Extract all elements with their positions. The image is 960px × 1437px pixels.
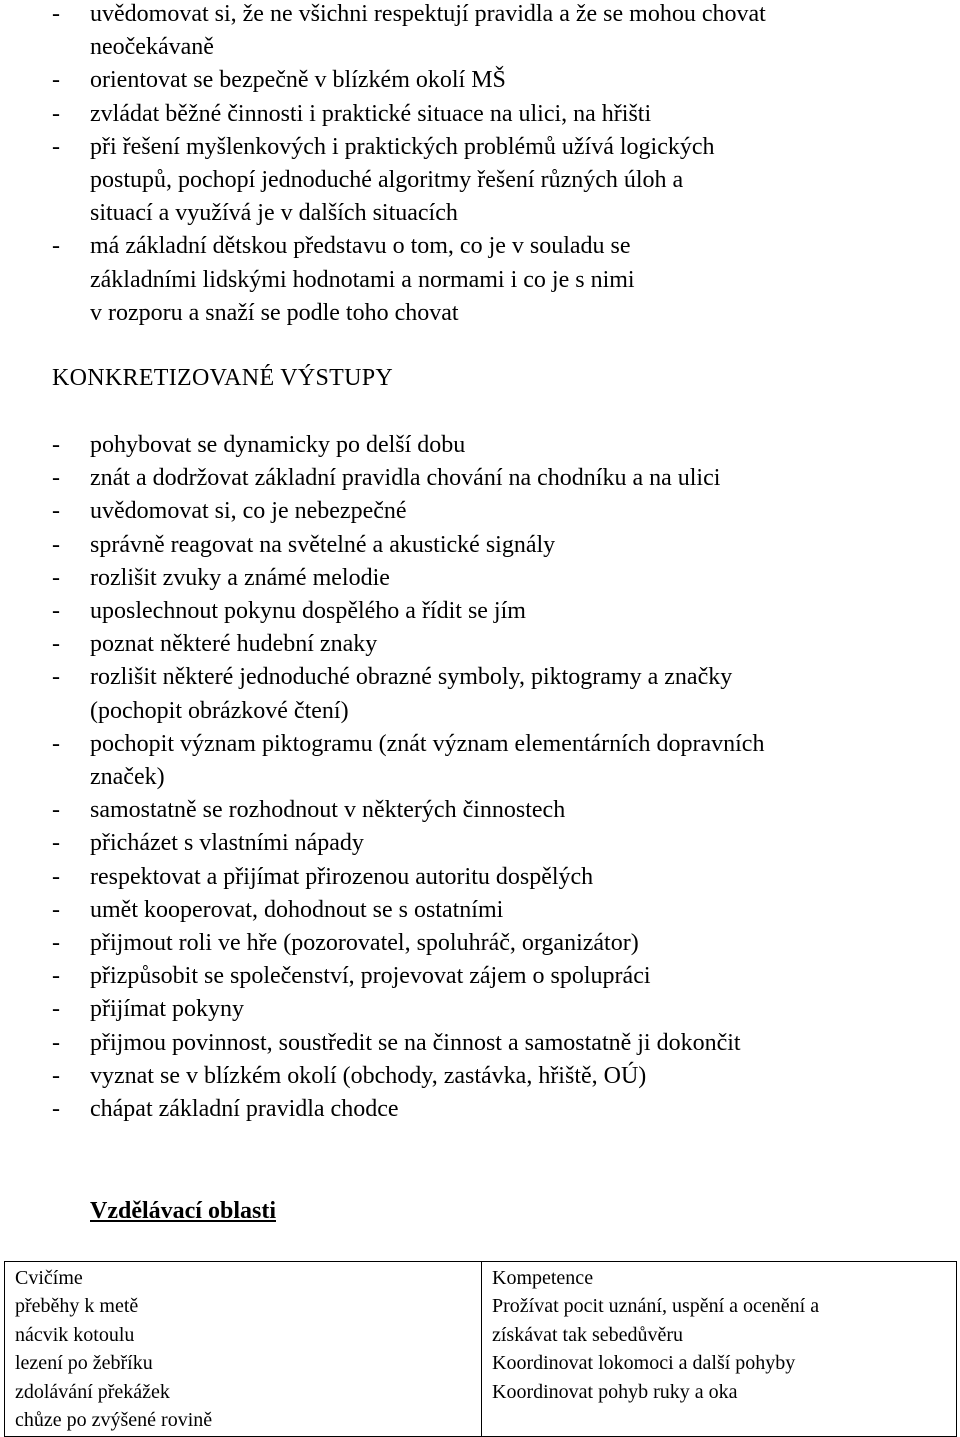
list-item <box>0 64 870 97</box>
list-item <box>0 562 940 595</box>
list-item-line: při řešení myšlenkových i praktických problémů užívá logických <box>90 133 715 160</box>
list-marker: - <box>52 797 60 824</box>
list-marker: - <box>52 531 60 558</box>
list-marker: - <box>52 564 60 591</box>
list-item <box>0 794 940 827</box>
outputs-bullet-list <box>0 429 940 1126</box>
list-item-line: značek) <box>90 764 165 791</box>
list-item <box>0 728 940 794</box>
list-marker: - <box>52 1062 60 1089</box>
list-marker: - <box>52 67 60 94</box>
list-item-line: respektovat a přijímat přirozenou autoritu dospělých <box>90 863 594 890</box>
list-marker: - <box>52 664 60 691</box>
list-item-line: (pochopit obrázkové čtení) <box>90 697 349 724</box>
list-item-line: rozlišit zvuky a známé melodie <box>90 564 390 591</box>
list-item <box>0 861 940 894</box>
list-item <box>0 628 940 661</box>
list-item-line: v rozporu a snaží se podle toho chovat <box>90 299 459 326</box>
list-marker: - <box>52 1 60 27</box>
table-cell-line: Kompetence <box>492 1267 594 1289</box>
list-item <box>0 960 940 993</box>
list-marker: - <box>52 598 60 625</box>
list-item-line: uvědomovat si, co je nebezpečné <box>90 498 407 525</box>
list-item-line: zvládat běžné činnosti i praktické situace na ulici, na hřišti <box>90 100 652 127</box>
competences-cell <box>482 1262 957 1437</box>
table-row <box>5 1262 957 1437</box>
list-marker: - <box>52 1029 60 1056</box>
list-item <box>0 98 870 131</box>
list-item <box>0 1027 940 1060</box>
list-marker: - <box>52 996 60 1023</box>
list-item <box>0 495 940 528</box>
list-item <box>0 894 940 927</box>
list-marker: - <box>52 896 60 923</box>
list-item <box>0 661 940 727</box>
list-item-line: přizpůsobit se společenství, projevovat zájem o spolupráci <box>90 963 651 990</box>
list-item <box>0 1060 940 1093</box>
list-item <box>0 927 940 960</box>
list-marker: - <box>52 631 60 658</box>
list-marker: - <box>52 465 60 492</box>
table-cell-line: zdolávání překážek <box>15 1380 170 1403</box>
list-item-line: uvědomovat si, že ne všichni respektují pravidla a že se mohou chovat <box>90 1 766 27</box>
list-item-line: poznat některé hudební znaky <box>90 631 378 658</box>
table-cell-line: Koordinovat lokomoci a další pohyby <box>492 1352 796 1375</box>
list-item <box>0 131 870 231</box>
list-marker: - <box>52 963 60 990</box>
list-item-line: pohybovat se dynamicky po delší dobu <box>90 432 466 458</box>
table-cell-line: lezení po žebříku <box>15 1352 153 1375</box>
list-marker: - <box>52 730 60 757</box>
table-cell-line: chůze po zvýšené rovině <box>15 1409 213 1432</box>
list-item-line: vyznat se v blízkém okolí (obchody, zastávka, hřiště, OÚ) <box>90 1062 647 1089</box>
list-item-line: situací a využívá je v dalších situacích <box>90 200 458 227</box>
list-marker: - <box>52 498 60 525</box>
list-item <box>0 595 940 628</box>
list-item-line: orientovat se bezpečně v blízkém okolí MŠ <box>90 67 506 94</box>
top-bullet-list <box>0 0 870 330</box>
list-item <box>0 1093 940 1126</box>
list-item <box>0 529 940 562</box>
list-item <box>0 0 870 64</box>
list-item-line: má základní dětskou představu o tom, co je v souladu se <box>90 233 631 260</box>
list-marker: - <box>52 100 60 127</box>
list-item-line: správně reagovat na světelné a akustické signály <box>90 531 556 558</box>
list-item <box>0 230 870 330</box>
list-marker: - <box>52 863 60 890</box>
list-item-line: přicházet s vlastními nápady <box>90 830 364 857</box>
list-item-line: samostatně se rozhodnout v některých činnostech <box>90 797 566 824</box>
list-item-line: přijmout roli ve hře (pozorovatel, spoluhráč, organizátor) <box>90 930 639 957</box>
list-item-line: umět kooperovat, dohodnout se s ostatními <box>90 896 504 923</box>
table-cell-line: nácvik kotoulu <box>15 1323 135 1346</box>
list-item-line: základními lidskými hodnotami a normami i co je s nimi <box>90 266 635 293</box>
list-item-line: rozlišit některé jednoduché obrazné symboly, piktogramy a značky <box>90 664 733 691</box>
list-item <box>0 429 940 462</box>
list-marker: - <box>52 930 60 957</box>
list-item <box>0 993 940 1026</box>
table-cell-line: přeběhy k metě <box>15 1295 139 1318</box>
list-item-line: přijímat pokyny <box>90 996 244 1023</box>
list-item-line: přijmou povinnost, soustředit se na činnost a samostatně ji dokončit <box>90 1029 741 1056</box>
table-cell-line: získávat tak sebedůvěru <box>492 1323 684 1346</box>
list-item-line: postupů, pochopí jednoduché algoritmy řešení různých úloh a <box>90 167 684 194</box>
list-marker: - <box>52 133 60 160</box>
list-item-line: chápat základní pravidla chodce <box>90 1096 399 1123</box>
areas-table <box>4 1261 957 1437</box>
list-item-line: uposlechnout pokynu dospělého a řídit se jím <box>90 598 526 625</box>
table-cell-line: Cvičíme <box>15 1267 83 1289</box>
outputs-heading: KONKRETIZOVANÉ VÝSTUPY <box>52 365 394 391</box>
list-item-line: neočekávaně <box>90 34 214 61</box>
list-item-line: znát a dodržovat základní pravidla chování na chodníku a na ulici <box>90 465 721 492</box>
list-item <box>0 827 940 860</box>
list-item <box>0 462 940 495</box>
list-marker: - <box>52 830 60 857</box>
list-item-line: pochopit význam piktogramu (znát význam elementárních dopravních <box>90 730 765 757</box>
list-marker: - <box>52 432 60 458</box>
table-cell-line: Koordinovat pohyb ruky a oka <box>492 1380 738 1403</box>
areas-title: Vzdělávací oblasti <box>90 1198 276 1224</box>
table-cell-line: Prožívat pocit uznání, uspění a ocenění a <box>492 1295 820 1318</box>
activities-cell <box>5 1262 482 1437</box>
list-marker: - <box>52 233 60 260</box>
list-marker: - <box>52 1096 60 1123</box>
